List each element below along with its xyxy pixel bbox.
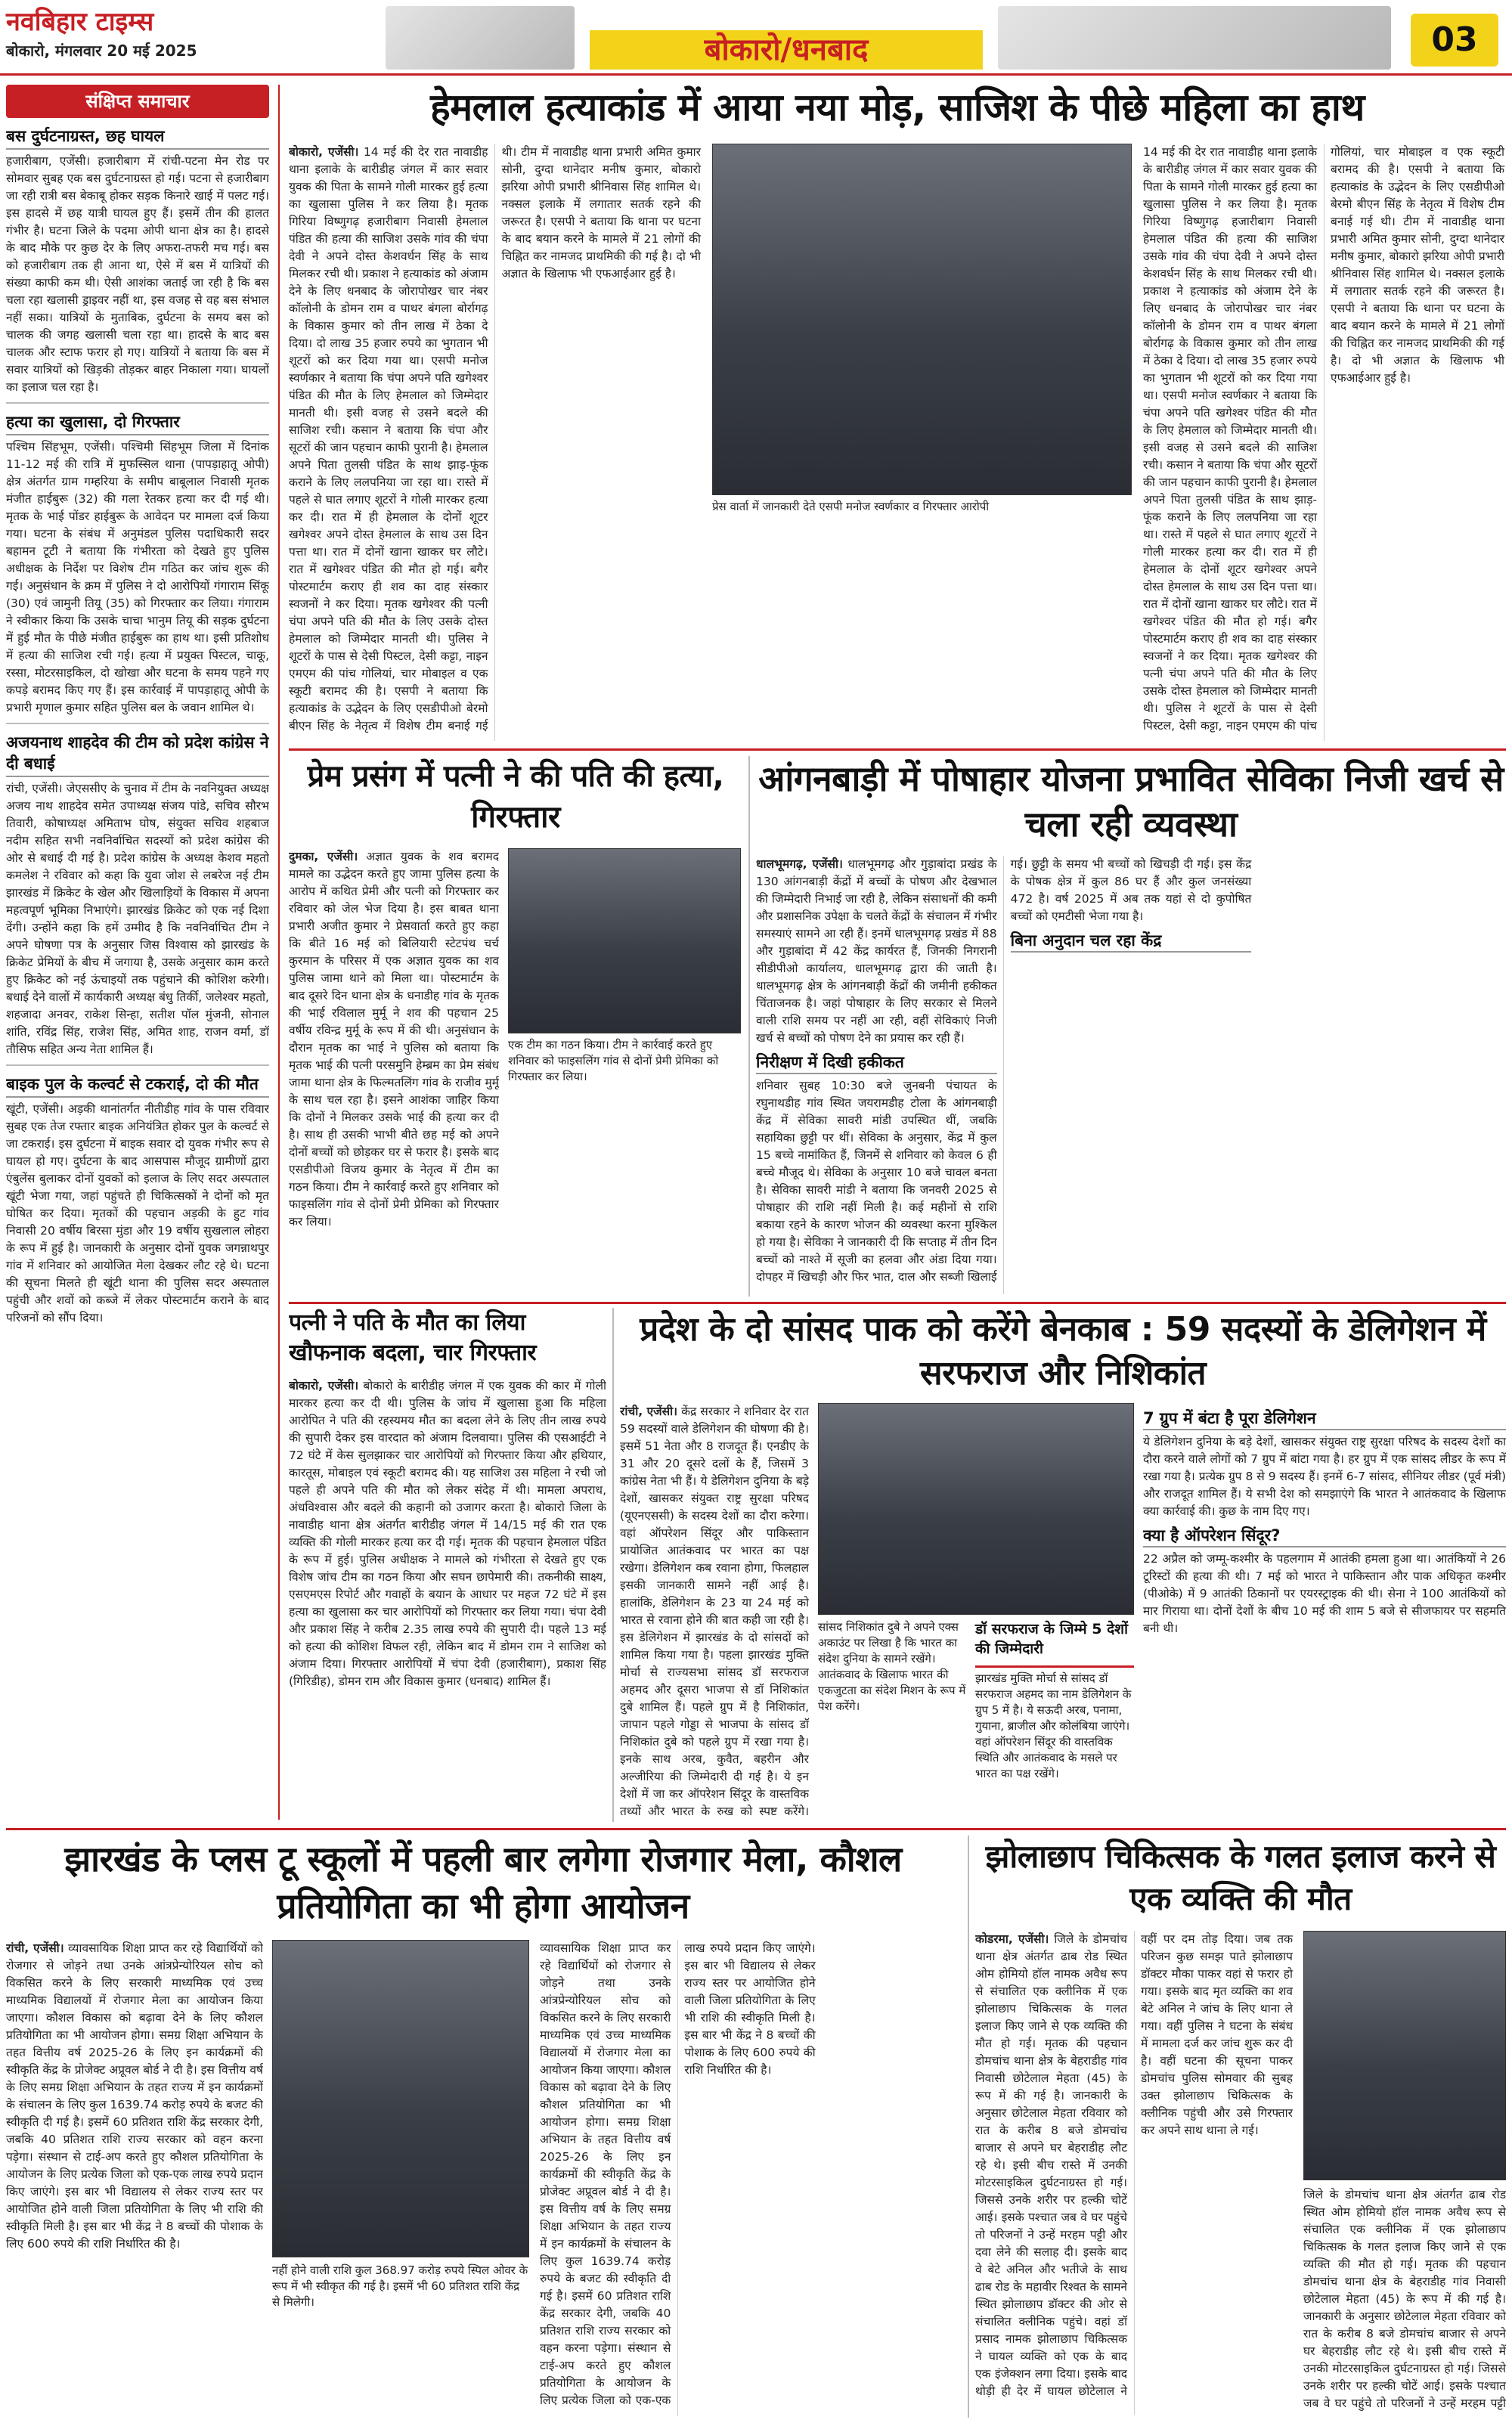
brief-item (6, 1074, 269, 1327)
headline: झोलाछाप चिकित्सक के गलत इलाज करने से एक व्यक्ति की मौत (985, 1838, 1496, 1917)
subhead: निरीक्षण में दिखी हकीकत (756, 1052, 997, 1074)
section-rule (6, 1828, 1506, 1830)
page-number: 03 (1411, 14, 1498, 67)
briefs-column (6, 85, 269, 1823)
story-body-right (1143, 1403, 1506, 1820)
story-body-left (289, 144, 701, 741)
masthead (0, 0, 1512, 76)
newspaper-logo: नवबिहार टाइम्स (6, 7, 154, 37)
story-text: बोकारो के बारीडीह जंगल में एक युवक की कार में गोली मारकर हत्या कर दी थी। पुलिस के जांच में खुलासा हुआ कि महिला आरोपित ने पति की रहस्यमय मौत का बदला लेने के लिए तीन लाख रुपये की सुपारी देकर इस वारदात को अंजाम दिलवाया। पुलिस की एसआईटी ने 72 घंटे में केस सुलझाकर चार आरोपियों को गिरफ्तार किया और हथियार, कारतूस, मोबाइल एवं स्कूटी बरामद की। यह साजिश उस महिला ने रची जो पहले ही अपने पति की मौत को लेकर संदेह में थी। मामला अपराध, अंधविश्वास और बदले की कहानी को उजागर करता है। बोकारो जिला के नावाडीह थाना क्षेत्र अंतर्गत बारीडीह जंगल में 14/15 मई की रात एक व्यक्ति की गोली मारकर हत्या कर दी गई। मृतक की पहचान हेमलाल पंडित के रूप में हुई। पुलिस अधीक्षक ने मामले को गंभीरता से देखते हुए एक विशेष जांच टीम का गठन किया और सघन छापेमारी की। तकनीकी साक्ष्य, एसएमएस रिपोर्ट और गवाहों के बयान के आधार पर महज 72 घंटे में इस हत्या का खुलासा कर चार आरोपियों को गिरफ्तार कर लिया गया। चंपा देवी और प्रकाश सिंह ने करीब 2.35 लाख रुपये की सुपारी दी। पहले 13 मई को हत्या की कोशिश विफल रही, लेकिन बाद में डोमन राम ने साजिश को अंजाम दिया। गिरफ्तार आरोपियों में चंपा देवी (हजारीबाग), प्रकाश सिंह (गिरिडीह), डोमन राम और विकास कुमार (धनबाद) शामिल हैं। (289, 1379, 606, 1688)
story-body-right (1143, 144, 1504, 741)
story-text: 22 अप्रैल को जम्मू-कश्मीर के पहलगाम में आतंकी हमला हुआ था। आतंकियों ने 26 टूरिस्टों की हत्या की थी। 7 मई को भारत ने पाकिस्तान और पाक अधिकृत कश्मीर (पीओके) में 9 आतंकी ठिकानों पर एयरस्ट्राइक की थी। सेना ने 100 आतंकियों को मार गिराया था। दोनों देशों के बीच 10 मई की शाम 5 बजे से सीजफायर पर सहमति बनी थी। (1143, 1552, 1506, 1635)
story-text: जिले के डोमचांच थाना क्षेत्र अंतर्गत ढाब रोड स्थित ओम होमियो हॉल नामक अवैध रूप से संचालित एक क्लीनिक में एक झोलाछाप चिकित्सक के गलत इलाज किए जाने से एक व्यक्ति की मौत हो गई। मृतक की पहचान डोमचांच थाना क्षेत्र के बेहराडीह गांव निवासी छोटेलाल मेहता (45) के रूप में की गई है। जानकारी के अनुसार छोटेलाल मेहता रविवार को रात के करीब 8 बजे डोमचांच बाजार से अपने घर बेहराडीह लौट रहे थे। इसी बीच रास्ते में उनकी मोटरसाइकिल दुर्घटनाग्रस्त हो गई। जिससे उनके शरीर पर हल्की चोटें आई। इसके पश्चात जब वे घर पहुंचे तो परिजनों ने उन्हें मरहम पट्टी और दवा लेने की सलाह दी। इसके बाद वे बेटे अनिल और भतीजे के साथ ढाब रोड के महावीर रिश्वत के सामने स्थित झोलाछाप डॉक्टर की ओर से संचालित क्लीनिक पहुंचे। वहां डॉ प्रसाद नामक झोलाछाप चिकित्सक ने घायल व्यक्ति को एक के बाद एक इंजेक्शन लगा दिया। इसके बाद थोड़ी ही देर में घायल छोटेलाल ने वहीं पर दम तोड़ दिया। जब तक परिजन कुछ समझ पाते झोलाछाप डॉक्टर मौका पाकर वहां से फरार हो गया। इसके बाद मृत व्यक्ति का शव बेटे अनिल ने जांच के लिए थाना ले गया। वहीं पुलिस ने घटना के संबंध में मामला दर्ज कर जांच शुरू कर दी है। वहीं घटना की सूचना पाकर डोमचांच पुलिस सोमवार की सुबह उक्त झोलाछाप चिकित्सक के क्लीनिक पहुंची और उसे गिरफ्तार कर अपने साथ थाना ले गई। (975, 1932, 1293, 2398)
divider (6, 402, 269, 404)
story-text: व्यावसायिक शिक्षा प्राप्त कर रहे विद्यार्थियों को रोजगार से जोड़ने तथा उनके आंत्रप्रेन्योरियल सोच को विकसित करने के लिए सरकारी माध्यमिक एवं उच्च माध्यमिक विद्यालयों में रोजगार मेला का आयोजन किया जाएगा। कौशल विकास को बढ़ावा देने के लिए कौशल प्रतियोगिता का भी आयोजन होगा। समग्र शिक्षा अभियान के तहत वित्तीय वर्ष 2025-26 के लिए इन कार्यक्रमों की स्वीकृति केंद्र के प्रोजेक्ट अप्रूवल बोर्ड ने दी है। इस वित्तीय वर्ष के लिए समग्र शिक्षा अभियान के तहत राज्य में इन कार्यक्रमों के संचालन के लिए कुल 1639.74 करोड़ रुपये के बजट की स्वीकृति दी गई है। इसमें 60 प्रतिशत राशि केंद्र सरकार देगी, जबकि 40 प्रतिशत राशि राज्य सरकार को वहन करना पड़ेगा। संस्थान से टाई-अप करते हुए कौशल प्रतियोगिता के आयोजन के लिए प्रत्येक जिला को एक-एक लाख रुपये प्रदान किए जाएंगे। इस बार भी विद्यालय से लेकर राज्य स्तर पर आयोजित होने वाली जिला प्रतियोगिता के लिए भी राशि की स्वीकृति मिली है। इस बार भी केंद्र ने 8 बच्चों की पोशाक के लिए 600 रुपये की राशि निर्धारित की है। (540, 1941, 816, 2407)
story-text: जिले के डोमचांच थाना क्षेत्र अंतर्गत ढाब रोड स्थित ओम होमियो हॉल नामक अवैध रूप से संचालित एक क्लीनिक में एक झोलाछाप चिकित्सक के गलत इलाज किए जाने से एक व्यक्ति की मौत हो गई। मृतक की पहचान डोमचांच थाना क्षेत्र के बेहराडीह गांव निवासी छोटेलाल मेहता (45) के रूप में की गई है। जानकारी के अनुसार छोटेलाल मेहता रविवार को रात के करीब 8 बजे डोमचांच बाजार से अपने घर बेहराडीह लौट रहे थे। इसी बीच रास्ते में उनकी मोटरसाइकिल दुर्घटनाग्रस्त हो गई। जिससे उनके शरीर पर हल्की चोटें आई। इसके पश्चात जब वे घर पहुंचे तो परिजनों ने उन्हें मरहम पट्टी (1303, 2188, 1506, 2410)
badge-text: झारखंड मुक्ति मोर्चा से सांसद डॉ सरफराज अहमद का नाम डेलिगेशन के ग्रुप 5 में है। ये सऊदी अरब, पनामा, गुयाना, ब्राजील और कोलंबिया जाएंगे। वहां ऑपरेशन सिंदूर की वास्तविक स्थिति और आतंकवाद के मसले पर भारत का पक्ष रखेंगे। (975, 1671, 1132, 1780)
story-text: धालभूमगढ़ और गुड़ाबांदा प्रखंड के 130 आंगनबाड़ी केंद्रों में बच्चों के पोषण और देखभाल की जिम्मेदारी निभाई जा रही है, लेकिन संसाधनों की कमी और प्रशासनिक उपेक्षा के चलते केंद्रों के संचालन में गंभीर समस्याएं सामने आ रही हैं। इनमें धालभूमगढ़ प्रखंड में 88 और गुड़ाबांदा में 42 केंद्र कार्यरत हैं, जिनकी निगरानी सीडीपीओ कार्यालय, धालभूमगढ़ द्वारा की जाती है। धालभूमगढ़ क्षेत्र के आंगनबाड़ी केंद्रों की जमीनी हकीकत चिंताजनक है। जहां पोषाहार के लिए सरकार से मिलने वाली राशि समय पर नहीं आ रही, वहीं सेविकाएं निजी खर्च से बच्चों को पोषण देने का प्रयास कर रही हैं। (756, 857, 997, 1045)
headline: झारखंड के प्लस टू स्कूलों में पहली बार लगेगा रोजगार मेला, कौशल प्रतियोगिता का भी होगा आयोजन (64, 1839, 902, 1926)
photo-caption: नहीं होने वाली राशि कुल 368.97 करोड़ रुपये स्पिल ओवर के रूप में भी स्वीकृत की गई है। इसमें भी 60 प्रतिशत राशि केंद्र से मिलेगी। (272, 2263, 528, 2309)
story-body-left (620, 1403, 809, 1820)
story-body (289, 848, 499, 1294)
headline: प्रेम प्रसंग में पत्नी ने की पति की हत्या, गिरफ्तार (307, 759, 724, 835)
column-separator (968, 1836, 969, 2418)
story-body-right (1303, 2186, 1506, 2413)
story-body-right (540, 1940, 960, 2416)
story-text: 14 मई की देर रात नावाडीह थाना इलाके के बारीडीह जंगल में कार सवार युवक की पिता के सामने गोली मारकर हुई हत्या का खुलासा पुलिस ने कर लिया है। मृतक गिरिया विष्णुगढ़ हजारीबाग निवासी हेमलाल पंडित की हत्या की साजिश उसके गांव की चंपा देवी ने अपने दोस्त केशवर्धन सिंह के साथ मिलकर रची थी। प्रकाश ने हत्याकांड को अंजाम देने के लिए धनबाद के जोरापोखर चार नंबर कॉलोनी के डोमन राम व पाथर बंगला बोर्रागढ़ के विकास कुमार को तीन लाख में ठेका दे दिया। दो लाख 35 हजार रुपये का भुगतान भी शूटरों को कर दिया गया था। एसपी मनोज स्वर्णकार ने बताया कि चंपा अपने पति खगेश्वर पंडित की मौत के लिए हेमलाल को जिम्मेदार मानती थी। इसी वजह से उसने बदले की साजिश रची। कसान ने बताया कि चंपा और सूटरों की जान पहचान काफी पुरानी है। हेमलाल अपने पिता तुलसी पंडित के साथ झाड़-फूंक कराने के लिए ललपनिया जा रहा था। रास्ते में पहले से घात लगाए शूटरों ने गोली मारकर हत्या कर दी। रात में ही हेमलाल के दोनों शूटर खगेश्वर अपने दोस्त हेमलाल के साथ उस दिन पत्ता था। रात में दोनों खाना खाकर घर लौटे। रात में खगेश्वर पंडित की मौत हो गई। बगैर पोस्टमार्टम कराए ही शव का दाह संस्कार स्वजनों ने कर दिया। मृतक खगेश्वर की पत्नी चंपा अपने पति की मौत के लिए उसके दोस्त हेमलाल को जिम्मेदार मानती थी। पुलिस ने शूटरों के पास से देसी पिस्टल, देसी कट्टा, नाइन एमएम की पांच गोलियां, चार मोबाइल व एक स्कूटी बरामद की है। एसपी ने बताया कि हत्याकांड के उद्भेदन के लिए एसडीपीओ बेरमो बीएन सिंह के नेतृत्व में विशेष टीम बनाई गई थी। टीम में नावाडीह थाना प्रभारी अमित कुमार सोनी, दुग्दा थानेदार मनीष कुमार, बोकारो झरिया ओपी प्रभारी श्रीनिवास सिंह शामिल थे। नक्सल इलाके में लगातार सतर्क रहने की जरूरत है। एसपी ने बताया कि थाना पर घटना के बाद बयान करने के मामले में 21 लोगों की चिह्नित कर नामजद प्राथमिकी की गई है। दो भी अज्ञात के खिलाफ भी एफआईआर हुई है। (1143, 145, 1504, 733)
brief-item (6, 732, 269, 1058)
story-sansad (620, 1308, 1506, 1822)
brief-item (6, 125, 269, 396)
brief-item (6, 411, 269, 717)
brief-text: खूंटी, एजेंसी। अड़की थानांतर्गत नीतीडीह गांव के पास रविवार सुबह एक तेज रफ्तार बाइक अनियंत्रित होकर पुल के कल्वर्ट से जा टकराई। इस दुर्घटना में बाइक सवार दो युवक गंभीर रूप से घायल हो गए। दुर्घटना के बाद आसपास मौजूद ग्रामीणों द्वारा एंबुलेंस बुलाकर दोनों युवकों को इलाज के लिए सदर अस्पताल खूंटी भेजा गया, जहां पहुंचते ही चिकित्सकों ने दोनों को मृत घोषित कर दिया। मृतकों की पहचान अड़की के हुट गांव निवासी 20 वर्षीय बिरसा मुंडा और 19 वर्षीय सुखलाल लोहरा के रूप में हुई है। जानकारी के अनुसार दोनों युवक जगन्नाथपुर गांव में शनिवार को आयोजित मेला देखकर लौट रहे थे। घटना की सूचना मिलते ही खूंटी थाना की पुलिस सदर अस्पताल पहुंची और शवों को कब्जे में लेकर पोस्टमार्टम कराने के बाद परिजनों को सौंप दिया। (6, 1102, 269, 1324)
column-separator (278, 85, 280, 1820)
headline: हेमलाल हत्याकांड में आया नया मोड़, साजिश के पीछे महिला का हाथ (430, 85, 1365, 129)
dateline: बोकारो, मंगलवार 20 मई 2025 (6, 42, 197, 60)
headline: पत्नी ने पति के मौत का लिया खौफनाक बदला, चार गिरफ्तार (289, 1309, 537, 1366)
story-body (756, 856, 1506, 1294)
clinic-photo (1303, 1931, 1506, 2180)
section-title: बोकारो/धनबाद (704, 33, 869, 67)
dateline-lead: बोकारो, एजेंसी। (289, 1379, 359, 1393)
photo-caption: प्रेस वार्ता में जानकारी देते एसपी मनोज स्वर्णकार व गिरफ्तार आरोपी (712, 500, 990, 513)
briefs-header: संक्षिप्त समाचार (6, 85, 269, 118)
story-text: 14 मई की देर रात नावाडीह थाना इलाके के बारीडीह जंगल में कार सवार युवक की पिता के सामने गोली मारकर हुई हत्या का खुलासा पुलिस ने कर लिया है। मृतक गिरिया विष्णुगढ़ हजारीबाग निवासी हेमलाल पंडित की हत्या की साजिश उसके गांव की चंपा देवी ने अपने दोस्त केशवर्धन सिंह के साथ मिलकर रची थी। प्रकाश ने हत्याकांड को अंजाम देने के लिए धनबाद के जोरापोखर चार नंबर कॉलोनी के डोमन राम व पाथर बंगला बोर्रागढ़ के विकास कुमार को तीन लाख में ठेका दे दिया। दो लाख 35 हजार रुपये का भुगतान भी शूटरों को कर दिया गया था। एसपी मनोज स्वर्णकार ने बताया कि चंपा अपने पति खगेश्वर पंडित की मौत के लिए हेमलाल को जिम्मेदार मानती थी। इसी वजह से उसने बदले की साजिश रची। कसान ने बताया कि चंपा और सूटरों की जान पहचान काफी पुरानी है। हेमलाल अपने पिता तुलसी पंडित के साथ झाड़-फूंक कराने के लिए ललपनिया जा रहा था। रास्ते में पहले से घात लगाए शूटरों ने गोली मारकर हत्या कर दी। रात में ही हेमलाल के दोनों शूटर खगेश्वर अपने दोस्त हेमलाल के साथ उस दिन पत्ता था। रात में दोनों खाना खाकर घर लौटे। रात में खगेश्वर पंडित की मौत हो गई। बगैर पोस्टमार्टम कराए ही शव का दाह संस्कार स्वजनों ने कर दिया। मृतक खगेश्वर की पत्नी चंपा अपने पति की मौत के लिए उसके दोस्त हेमलाल को जिम्मेदार मानती थी। पुलिस ने शूटरों के पास से देसी पिस्टल, देसी कट्टा, नाइन एमएम की पांच गोलियां, चार मोबाइल व एक स्कूटी बरामद की है। एसपी ने बताया कि हत्याकांड के उद्भेदन के लिए एसडीपीओ बेरमो बीएन सिंह के नेतृत्व में विशेष टीम बनाई गई थी। टीम में नावाडीह थाना प्रभारी अमित कुमार सोनी, दुग्दा थानेदार मनीष कुमार, बोकारो झरिया ओपी प्रभारी श्रीनिवास सिंह शामिल थे। नक्सल इलाके में लगातार सतर्क रहने की जरूरत है। एसपी ने बताया कि थाना पर घटना के बाद बयान करने के मामले में 21 लोगों की चिह्नित कर नामजद प्राथमिकी की गई है। दो भी अज्ञात के खिलाफ भी एफआईआर हुई है। (289, 145, 701, 733)
dateline-lead: रांची, एजेंसी। (6, 1941, 64, 1955)
headline: आंगनबाड़ी में पोषाहार योजना प्रभावित सेविका निजी खर्च से चला रही व्यवस्था (758, 758, 1504, 844)
brief-title: हत्या का खुलासा, दो गिरफ्तार (6, 411, 269, 435)
headline: प्रदेश के दो सांसद पाक को करेंगे बेनकाब : 59 सदस्यों के डेलिगेशन में सरफराज और निशिकांत (640, 1310, 1486, 1393)
photo-caption: सांसद निशिकांत दुबे ने अपने एक्स अकाउंट पर लिखा है कि भारत का संदेश दुनिया के सामने रखेंगे। आतंकवाद के खिलाफ भारत की एकजुटता का संदेश मिशन के रूप में पेश करेंगे। (818, 1620, 966, 1713)
brief-text: पश्चिम सिंहभूम, एजेंसी। पश्चिमी सिंहभूम जिला में दिनांक 11-12 मई की रात्रि में मुफस्सिल थाना (पापड़ाहातू ओपी) क्षेत्र अंतर्गत ग्राम गम्हरिया के समीप बाबूलाल निवासी मृतक मंजीत हाईबुरू (32) की गला रेतकर हत्या कर दी गई थी। मृतक के भाई पोंडर हाईबुरू के आवेदन पर मामला दर्ज किया गया। घटना के संबंध में अनुमंडल पुलिस पदाधिकारी सदर बहामन टूटी ने बताया कि गंभीरता को देखते हुए पुलिस अधीक्षक के निर्देश पर विशेष टीम गठित कर जांच शुरू की गई। अनुसंधान के क्रम में पुलिस ने दो आरोपियों गंगाराम सिंकू (30) एवं जामुनी तियू (35) को गिरफ्तार कर लिया। गंगाराम ने स्वीकार किया कि उसके चाचा भानुम तियू की सड़क दुर्घटना में हुई मौत के पीछे मंजीत हाईबुरू का हाथ था। इसी प्रतिशोध में हत्या की साजिश रची गई। हत्या में प्रयुक्त पिस्टल, चाकू, रस्सा, मोटरसाइकिल, दो खोखा और घटना के समय पहने गए कपड़े बरामद किए गए हैं। इस कार्रवाई में पापड़ाहातू ओपी के प्रभारी मृणाल कुमार सहित पुलिस बल के जवान शामिल थे। (6, 440, 269, 714)
story-anganwadi (756, 756, 1506, 1297)
story-text: ये डेलिगेशन दुनिया के बड़े देशों, खासकर संयुक्त राष्ट्र सुरक्षा परिषद के सदस्य देशों का दौरा करने वाले लोगों को 7 ग्रुप में बांटा गया है। हर ग्रुप में एक सांसद लीडर के रूप में रखा गया है। प्रत्येक ग्रुप 8 से 9 सदस्य हैं। इनमें 6-7 सांसद, सीनियर लीडर (पूर्व मंत्री) और राजदूत शामिल हैं। ये सभी देश को समझाएंगे कि भारत ने आतंकवाद के खिलाफ क्या कार्रवाई की। कुछ के नाम दिए गए। (1143, 1435, 1506, 1518)
story-rojgar (6, 1836, 960, 2418)
divider (6, 1064, 269, 1066)
badge-heading: डॉ सरफराज के जिम्मे 5 देशों की जिम्मेदारी (975, 1619, 1134, 1668)
story-body-left (6, 1940, 263, 2416)
dateline-lead: दुमका, एजेंसी। (289, 850, 358, 863)
brief-text: रांची, एजेंसी। जेएससीए के चुनाव में टीम के नवनियुक्त अध्यक्ष अजय नाथ शाहदेव समेत उपाध्यक्ष संजय पांडे, सचिव सौरभ तिवारी, कोषाध्यक्ष अमिताभ घोष, संयुक्त सचिव शहबाज नदीम सहित सभी नवनिर्वाचित सदस्यों को प्रदेश कांग्रेस की ओर से बधाई दी गई है। प्रदेश कांग्रेस के अध्यक्ष केशव महतो कमलेश ने रविवार को कहा कि युवा जोश से लबरेज नई टीम झारखंड में क्रिकेट के खेल और खिलाड़ियों के विकास में अपना महत्वपूर्ण भूमिका निभाएंगे। झारखंड क्रिकेट को एक नई दिशा देंगी। उन्होंने कहा कि हमें उम्मीद है कि नवनिर्वाचित टीम ने अपने घोषणा पत्र के अनुसार जिस विश्वास को झारखंड के क्रिकेट प्रेमियों के बीच में जगाया है, उसके अनुसार काम करते हुए क्रिकेट को नई ऊंचाइयों तक पहुंचाने की कोशिश करेगी। बधाई देने वालों में कार्यकारी अध्यक्ष बंधु तिर्की, जलेश्वर महतो, शहजादा अनवर, राकेश सिन्हा, सतीश पॉल मुंजनी, सोनाल शांति, रविंद्र सिंह, राजेश सिंह, अमित शाह, राजन वर्मा, डॉ तौसिफ सहित अन्य नेता शामिल हैं। (6, 782, 269, 1056)
story-body (289, 1377, 606, 1820)
masthead-art-right (998, 6, 1391, 70)
press-conference-photo (712, 144, 1132, 495)
column-separator (748, 756, 750, 1297)
brief-title: बाइक पुल के कल्वर्ट से टकराई, दो की मौत (6, 1074, 269, 1098)
dateline-lead: रांची, एजेंसी। (620, 1405, 678, 1418)
photo-caption: एक टीम का गठन किया। टीम ने कार्रवाई करते हुए शनिवार को फाइसलिंग गांव से दोनों प्रेमी प्रेमिका को गिरफ्तार कर लिया। (508, 1038, 719, 1083)
section-rule (289, 748, 1506, 751)
story-text: शनिवार सुबह 10:30 बजे जुनबनी पंचायत के रघुनाथडीह गांव स्थित जयरामडीह टोला के आंगनबाड़ी केंद्र में सेविका सावरी मांडी उपस्थित थीं, जबकि सहायिका छुट्टी पर थीं। सेविका के अनुसार, केंद्र में कुल 15 बच्चे नामांकित हैं, जिनमें से शनिवार को केवल 6 ही बच्चे मौजूद थे। सेविका के अनुसार 10 बजे चावल बनता है। सेविका सावरी मांडी ने बताया कि जनवरी 2025 से पोषाहार की राशि नहीं मिली है। कई महीनों से राशि बकाया रहने के कारण भोजन की व्यवस्था करना मुश्किल हो गया है। सेविका ने जानकारी दी कि सप्ताह में तीन दिन बच्चों को नाश्ते में सूजी का हलवा और अंडा दिया गया। दोपहर में खिचड़ी और फिर भात, दाल और सब्जी खिलाई गई। छुट्टी के समय भी बच्चों को खिचड़ी दी गई। इस केंद्र के पोषक क्षेत्र में कुल 86 घर हैं और कुल जनसंख्या 472 है। वर्ष 2025 में अब तक यहां से दो कुपोषित बच्चों को एमटीसी भेजा गया है। (756, 857, 1252, 1284)
brief-title: बस दुर्घटनाग्रस्त, छह घायल (6, 125, 269, 150)
section-banner (590, 30, 983, 70)
brief-text: हजारीबाग, एजेंसी। हजारीबाग में रांची-पटना मेन रोड पर सोमवार सुबह एक बस दुर्घटनाग्रस्त हो गई। पटना से हजारीबाग जा रही रात्री बस बेकाबू होकर सड़क किनारे खाई में पलट गई। इस हादसे में छह यात्री घायल हुए हैं। इसमें तीन की हालत गंभीर है। घटना जिले के पदमा ओपी थाना क्षेत्र का है। हादसे के बाद मौके पर कुछ देर के लिए अफरा-तफरी मच गई। बस को हजारीबाग तक ही आना था, ऐसे में बस में यात्रियों की संख्या काफी कम थी। ऐसी आशंका जताई जा रही है कि बस चला रहा खलासी ड्राइवर नहीं था, इस वजह से वह बस संभाल नहीं सका। यात्रियों के मुताबिक, दुर्घटना के समय बस को चालक की जगह खलासी चला रहा था। हादसे के बाद बस चालक और स्टाफ फरार हो गए। यात्रियों ने बताया कि बस में सवार यात्रियों को खिड़की तोड़कर बाहर निकाला गया। घायलों का इलाज चल रहा है। (6, 154, 269, 394)
dateline-lead: कोडरमा, एजेंसी। (975, 1932, 1049, 1946)
story-hemlal (289, 83, 1506, 745)
story-text: केंद्र सरकार ने शनिवार देर रात 59 सदस्यों वाले डेलिगेशन की घोषणा की है। इसमें 51 नेता और 8 राजदूत हैं। एनडीए के 31 और 20 दूसरे दलों के हैं, जिसमें 3 कांग्रेस नेता भी हैं। ये डेलिगेशन दुनिया के बड़े देशों, खासकर संयुक्त राष्ट्र सुरक्षा परिषद (यूएनएससी) के सदस्य देशों का दौरा करेगा। वहां ऑपरेशन सिंदूर और पाकिस्तान प्रायोजित आतंकवाद पर भारत का पक्ष रखेगा। डेलिगेशन कब रवाना होगा, फिलहाल इसकी जानकारी सामने नहीं आई है। हालांकि, डेलिगेशन के 23 या 24 मई को भारत से रवाना होने की बात कही जा रही है। इस डेलिगेशन में झारखंड के दो सांसदों को शामिल किया गया है। पहला झारखंड मुक्ति मोर्चा से राज्यसभा सांसद डॉ सरफराज अहमद और दूसरा भाजपा से डॉ निशिकांत दुबे शामिल हैं। पहले ग्रुप में है निशिकांत, जापान पहले गोड्डा से भाजपा के सांसद डॉ निशिकांत दुबे को पहले ग्रुप में रखा गया है। इनके साथ अरब, कुवैत, बहरीन और अल्जीरिया की जिम्मेदारी दी गई है। ये इन देशों में जा कर ऑपरेशन सिंदूर के वास्तविक तथ्यों और भारत के रुख को स्पष्ट करेंगे। (620, 1405, 809, 1818)
brief-title: अजयनाथ शाहदेव की टीम को प्रदेश कांग्रेस ने दी बधाई (6, 732, 269, 777)
story-jholachhap (975, 1836, 1506, 2418)
story-prem (289, 756, 742, 1297)
arrest-photo (508, 848, 741, 1033)
mp-photo (818, 1403, 1134, 1615)
story-text: अज्ञात युवक के शव बरामद मामले का उद्भेदन करते हुए जामा पुलिस हत्या के आरोप में कथित प्रेमी और पत्नी को गिरफ्तार कर रविवार को जेल भेज दिया है। इस बाबत थाना प्रभारी अजीत कुमार ने प्रेसवार्ता करते हुए कहा कि बीते 16 मई को बिलियारी स्टेटपंथ चर्च कुरमान के परिसर में एक अज्ञात युवक का शव पुलिस जामा थाने को मिला था। पोस्टमार्टम के बाद दूसरे दिन थाना क्षेत्र के धनाडीह गांव के मृतक की भाई रविलाल मुर्मू ने शव की पहचान 25 वर्षीय रविन्द्र मुर्मू के रूप में की थी। अनुसंधान के दौरान मृतक का भाई ने पुलिस को बताया कि मृतक भाई की पत्नी परसमुनि हेम्ब्रम का प्रेम संबंध जामा थाना क्षेत्र के फिल्मतलिंग गांव के राजीव मुर्मू के साथ चल रहा है। इसने आशंका जाहिर किया कि दोनों ने मिलकर उसके भाई की हत्या कर दी है। साथ ही उसकी भाभी बीते छह मई को अपने दोनों बच्चों को छोड़कर घर से फरार है। इसके बाद एसडीपीओ विजय कुमार के नेतृत्व में टीम का गठन किया। टीम ने कार्रवाई करते हुए शनिवार को फाइसलिंग गांव से दोनों प्रेमी प्रेमिका को गिरफ्तार कर लिया। (289, 850, 499, 1228)
section-rule (289, 1302, 1506, 1304)
subhead: 7 ग्रुप में बंटा है पूरा डेलिगेशन (1143, 1408, 1506, 1430)
story-text: व्यावसायिक शिक्षा प्राप्त कर रहे विद्यार्थियों को रोजगार से जोड़ने तथा उनके आंत्रप्रेन्योरियल सोच को विकसित करने के लिए सरकारी माध्यमिक एवं उच्च माध्यमिक विद्यालयों में रोजगार मेला का आयोजन किया जाएगा। कौशल विकास को बढ़ावा देने के लिए कौशल प्रतियोगिता का भी आयोजन होगा। समग्र शिक्षा अभियान के तहत वित्तीय वर्ष 2025-26 के लिए इन कार्यक्रमों की स्वीकृति केंद्र के प्रोजेक्ट अप्रूवल बोर्ड ने दी है। इस वित्तीय वर्ष के लिए समग्र शिक्षा अभियान के तहत राज्य में इन कार्यक्रमों के संचालन के लिए कुल 1639.74 करोड़ रुपये के बजट की स्वीकृति दी गई है। इसमें 60 प्रतिशत राशि केंद्र सरकार देगी, जबकि 40 प्रतिशत राशि राज्य सरकार को वहन करना पड़ेगा। संस्थान से टाई-अप करते हुए कौशल प्रतियोगिता के आयोजन के लिए प्रत्येक जिला को एक-एक लाख रुपये प्रदान किए जाएंगे। इस बार भी विद्यालय से लेकर राज्य स्तर पर आयोजित होने वाली जिला प्रतियोगिता के लिए भी राशि की स्वीकृति मिली है। इस बार भी केंद्र ने 8 बच्चों की पोशाक के लिए 600 रुपये की राशि निर्धारित की है। (6, 1941, 263, 2251)
dateline-lead: बोकारो, एजेंसी। (289, 145, 359, 159)
brand-block (6, 5, 369, 73)
story-body (975, 1931, 1293, 2415)
masthead-art-left (386, 6, 575, 70)
dateline-lead: धालभूमगढ़, एजेंसी। (756, 857, 843, 871)
divider (6, 723, 269, 724)
column-separator (612, 1308, 614, 1822)
students-photo (272, 1940, 529, 2257)
subhead: बिना अनुदान चल रहा केंद्र (1011, 930, 1252, 953)
story-patni (289, 1308, 606, 1822)
subhead: क्या है ऑपरेशन सिंदूर? (1143, 1525, 1506, 1548)
